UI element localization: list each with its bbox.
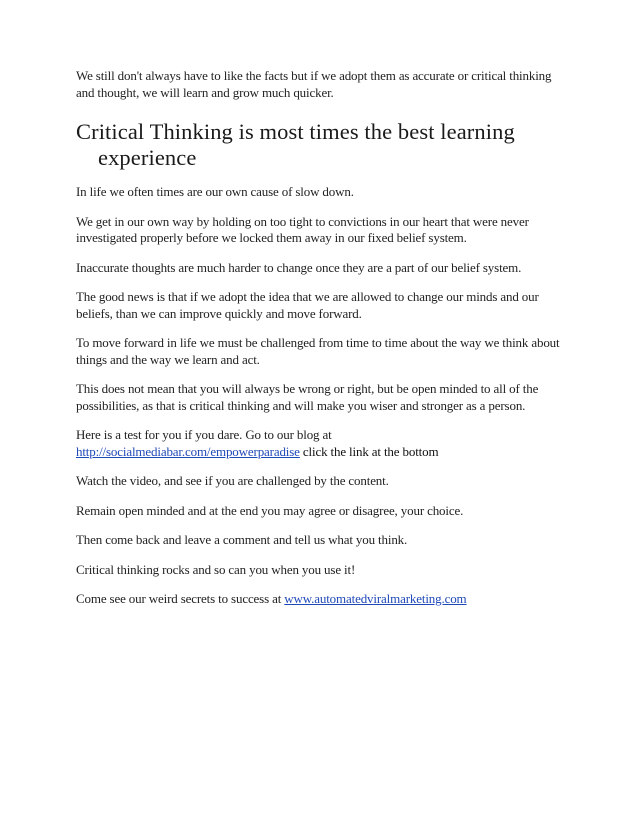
intro-paragraph: We still don't always have to like the facts but if we adopt them as accurate or critical thinking and thought, we will learn and grow much quicker. — [76, 68, 552, 100]
paragraph-critical-rocks: Critical thinking rocks and so can you when you use it! — [76, 561, 356, 577]
paragraph-blog-test — [76, 427, 570, 460]
document-page — [76, 68, 570, 621]
paragraph-closing — [76, 591, 570, 608]
blog-link[interactable]: http://socialmediabar.com/empowerparadise — [76, 443, 300, 459]
paragraph-good-news: The good news is that if we adopt the idea that we are allowed to change our minds and our beliefs, than we can improve quickly and move forward. — [76, 289, 539, 321]
section-heading: Critical Thinking is most times the best learning experience — [76, 119, 515, 170]
paragraph-remain-open: Remain open minded and at the end you may agree or disagree, your choice. — [76, 502, 464, 518]
paragraph-watch-video: Watch the video, and see if you are challenged by the content. — [76, 473, 389, 488]
blog-link-instruction: click the link at the bottom — [299, 443, 439, 459]
blog-test-text: Here is a test for you if you dare. Go to our blog at — [76, 427, 332, 442]
marketing-site-link[interactable]: www.automatedviralmarketing.com — [284, 591, 467, 606]
paragraph-slow-down: In life we often times are our own cause of slow down. — [76, 184, 354, 199]
paragraph-open-minded: This does not mean that you will always be wrong or right, but be open minded to all of the possibilities, as that is critical thinking and will make you wiser and stronger as a person. — [76, 381, 539, 413]
closing-text: Come see our weird secrets to success at — [76, 591, 285, 606]
paragraph-convictions: We get in our own way by holding on too tight to convictions in our heart that were never investigated properly before we locked them away in our fixed belief system. — [76, 213, 529, 245]
paragraph-inaccurate-thoughts: Inaccurate thoughts are much harder to change once they are a part of our belief system. — [76, 259, 522, 275]
paragraph-move-forward: To move forward in life we must be challenged from time to time about the way we think about things and the way we learn and act. — [76, 335, 560, 367]
paragraph-leave-comment: Then come back and leave a comment and tell us what you think. — [76, 532, 408, 547]
